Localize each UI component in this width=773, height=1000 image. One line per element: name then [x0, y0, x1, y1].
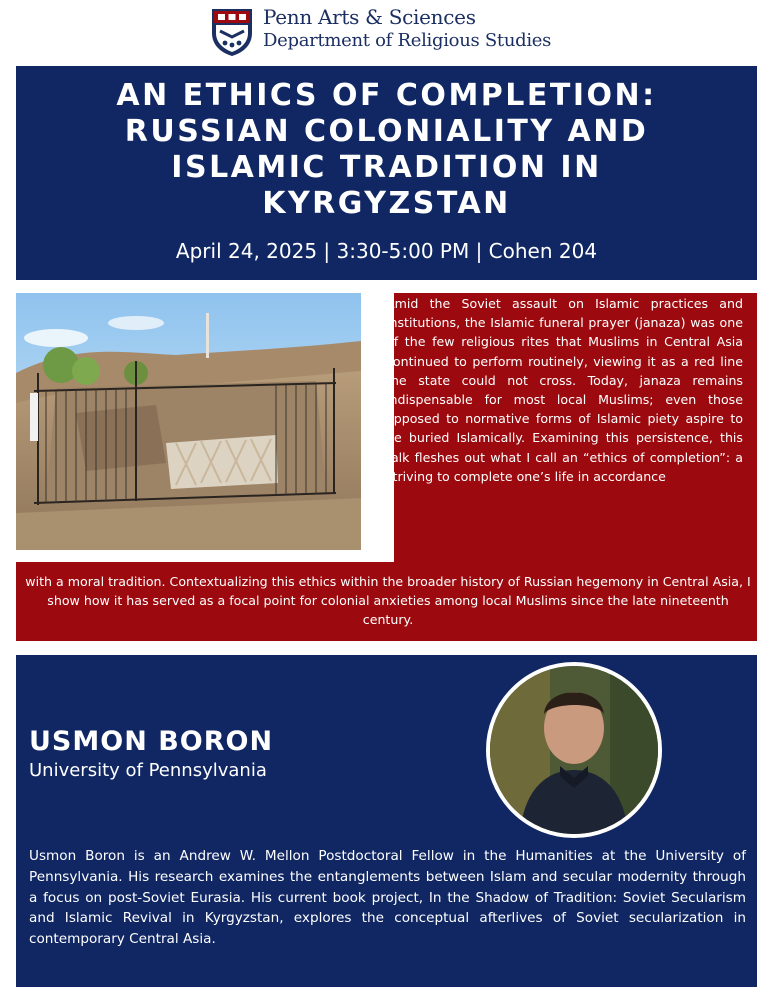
speaker-affiliation: University of Pennsylvania	[29, 760, 267, 781]
brand-department: Department of Religious Studies	[263, 30, 552, 51]
speaker-name: USMON BORON	[29, 726, 274, 757]
cemetery-photo	[16, 293, 361, 550]
speaker-portrait	[486, 662, 662, 838]
title-panel	[16, 66, 757, 280]
event-title	[16, 78, 757, 222]
title-line: KYRGYZSTAN	[262, 186, 511, 221]
title-line: ISLAMIC TRADITION IN	[171, 150, 602, 185]
title-line: RUSSIAN COLONIALITY AND	[124, 114, 649, 149]
abstract-text-continued: with a moral tradition. Contextualizing this ethics within the broader history of Russian hegemony in Central Asia, I show how it has served as a focal point for colonial anxieties among local Muslims since the late nineteenth century.	[25, 574, 751, 628]
title-line: AN ETHICS OF COMPLETION:	[116, 78, 657, 113]
speaker-bio: Usmon Boron is an Andrew W. Mellon Postdoctoral Fellow in the Humanities at the University of Pennsylvania. His research examines the entanglements between Islam and secular modernity through a focus on post-Soviet Eurasia. His current book project, In the Shadow of Tradition: Soviet Secularism and Islamic Revival in Kyrgyzstan, explores the conceptual afterlives of Soviet secularization in contemporary Central Asia.	[29, 848, 746, 948]
brand-school: Penn Arts & Sciences	[263, 5, 476, 29]
speaker-panel	[16, 655, 757, 987]
penn-shield-icon	[210, 7, 254, 57]
department-brand	[263, 6, 551, 53]
header	[0, 0, 773, 64]
abstract-text: Amid the Soviet assault on Islamic practices and institutions, the Islamic funeral prayer (janaza) was one of the few religious rites that Muslims in Central Asia continued to perform routinely, viewing it as a red line the state could not cross. Today, janaza remains indispensable for most local Muslims; even those opposed to normative forms of Islamic piety aspire to be buried Islamically. Examining this persistence, this talk fleshes out what I call an “ethics of completion”: a striving to complete one’s life in accordance	[386, 296, 743, 484]
event-details: April 24, 2025 | 3:30-5:00 PM | Cohen 204	[175, 239, 598, 263]
